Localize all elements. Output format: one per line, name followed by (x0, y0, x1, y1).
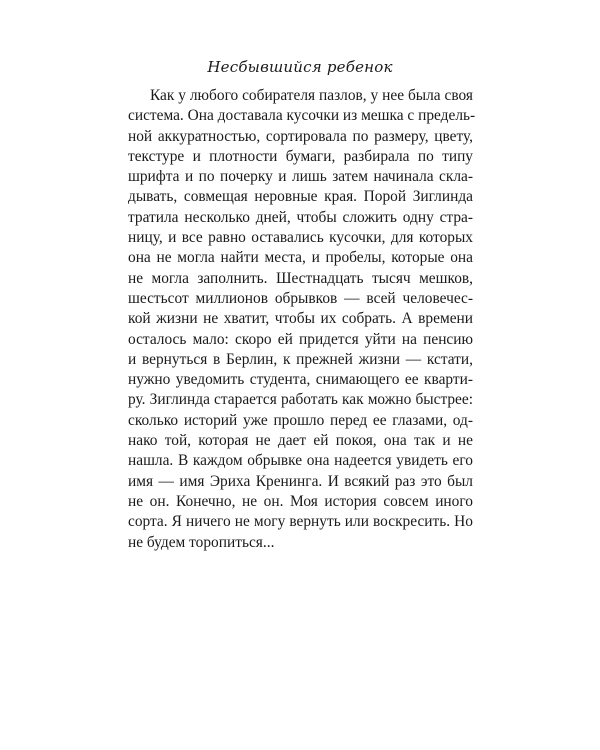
text-line: нашла. В каждом обрывке она надеется увидеть его (128, 452, 473, 470)
text-line: ницу, и все равно оставались кусочки, для которых (128, 229, 473, 247)
text-line: сорта. Я ничего не могу вернуть или воскресить. Но (128, 513, 473, 531)
text-line: кой жизни не хватит, чтобы их собрать. А времени (128, 310, 473, 328)
text-line: тратила несколько дней, чтобы сложить одну стра- (128, 208, 473, 226)
text-line: сколько историй уже прошло перед ее глазами, од- (128, 411, 473, 429)
text-line: не будем торопиться... (128, 533, 275, 551)
text-line: осталось мало: скоро ей придется уйти на пенсию (128, 330, 473, 348)
text-line: не он. Конечно, не он. Моя история совсем иного (128, 492, 473, 510)
text-line: нужно уведомить студента, снимающего ее кварти- (128, 371, 473, 389)
body-text (128, 86, 476, 553)
text-line: не могла заполнить. Шестнадцать тысяч мешков, (128, 269, 473, 287)
text-line: дывать, совмещая неровные края. Порой Зиглинда (128, 188, 473, 206)
text-line: текстуре и плотности бумаги, разбирала по типу (128, 147, 473, 165)
text-line: нако той, которая не дает ей покоя, она так и не (128, 432, 473, 450)
text-line: система. Она доставала кусочки из мешка с предель- (128, 107, 476, 125)
text-line: и вернуться в Берлин, к прежней жизни — кстати, (128, 350, 473, 368)
text-line: шрифта и по почерку и лишь затем начинала скла- (128, 168, 473, 186)
text-line: ру. Зиглинда старается работать как можно быстрее: (128, 391, 473, 409)
text-line: она не могла найти места, и пробелы, которые она (128, 249, 473, 267)
text-line: имя — имя Эриха Кренинга. И всякий раз это был (128, 472, 473, 490)
text-line: ной аккуратностью, сортировала по размеру, цвету, (128, 127, 473, 145)
text-line: Как у любого собирателя пазлов, у нее была своя (150, 87, 473, 104)
running-head: Несбывшийся ребенок (207, 58, 393, 76)
text-line: шестьсот миллионов обрывков — всей человечес- (128, 289, 473, 307)
